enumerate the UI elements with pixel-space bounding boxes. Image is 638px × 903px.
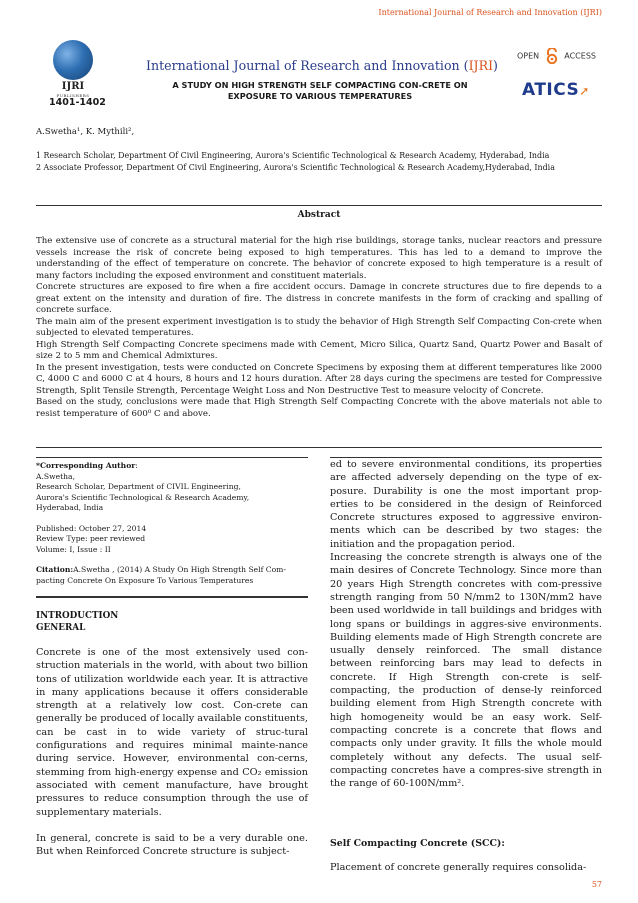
corresponding-line: Research Scholar, Department of CIVIL Engineering, <box>36 482 241 491</box>
open-access-logo <box>517 48 596 64</box>
atics-text: ATICS <box>522 80 580 100</box>
corresponding-author-box: *Corresponding Author: A.Swetha, Research Scholar, Department of CIVIL Engineering, Aurora's Scientific Technological & Research Academy, Hyderabad, India Published: October 27, 2014 Review Type: peer reviewed Volume: I, Issue : II <box>36 461 308 555</box>
right-column <box>330 457 602 875</box>
corresponding-label: *Corresponding Author <box>36 461 136 470</box>
abstract-paragraph: The extensive use of concrete as a structural material for the high rise buildings, storage tanks, nuclear reactors and pressure vessels increase the risk of concrete being exposed to high temperatures. This has led to a demand to improve the understanding of the effect of temperature on concrete. The behavior of concrete exposed to high temperature is a result of many factors including the exposed environment and constituent materials. <box>36 236 602 281</box>
affiliations <box>36 150 606 173</box>
intro-body <box>36 646 308 858</box>
body-paragraph: Concrete is one of the most extensively used con-struction materials in the world, with about two billion tons of utilization worldwide each year. It is attractive in many applications because it offers considerable strength at a relatively low cost. Con-crete can generally be produced of locally available constituents, can be cast in to wide variety of struc-tural configurations and requires minimal mainte-nance during service. However, environmental con-cerns, stemming from high-energy expense and CO₂ emission associated with cement manufacture, have brought pressures to reduce consumption through the use of supplementary materials. <box>36 647 308 818</box>
open-access-open: OPEN <box>517 51 540 61</box>
body-paragraph: Increasing the concrete strength is always one of the main desires of Concrete Technology. Since more than 20 years High Strength concretes with com-pressive strength ranging from 50 N/mm2 to 130N/mm2 have been used worldwide in tall buildings and bridges with long spans or buildings in aggres-sive environments. Building elements made of High Strength concrete are usually densely reinforced. The small distance between reinforcing bars may lead to defects in concrete. If High Strength con-crete is self-compacting, the production of dense-ly reinforced building element from High Strength concrete with high homogeneity would be an easy work. Self-compacting concrete is a concrete that flows and compacts only under gravity. It fills the whole mould completely without any defects. The usual self-compacting concretes have a compres-sive strength in the range of 60-100N/mm². <box>330 552 602 790</box>
citation-rule <box>36 596 308 598</box>
section-heading-introduction: INTRODUCTION <box>36 611 119 621</box>
body-paragraph: ed to severe environmental conditions, its properties are affected adversely depending on the type of ex-posure. Durability is one the most important prop-erties to be considered in the design of Reinforced Concrete structures exposed to aggressive environ-ments which can be described by two stages: the initiation and the propagation period. <box>330 459 602 550</box>
affiliation-2: 2 Associate Professor, Department Of Civil Engineering, Aurora's Scientific Technological & Research Academy,Hyderabad, India <box>36 162 555 172</box>
scc-body <box>330 861 602 874</box>
abstract-bottom-rule <box>36 447 602 448</box>
corresponding-line: Aurora's Scientific Technological & Research Academy, <box>36 492 250 502</box>
left-column <box>36 457 308 858</box>
right-body <box>330 458 602 790</box>
corresponding-line: A.Swetha, <box>36 471 75 481</box>
running-head: International Journal of Research and Innovation (IJRI) <box>378 8 602 17</box>
journal-abbr: IJRI <box>468 58 494 73</box>
journal-title-close: ) <box>493 58 498 73</box>
citation-text: A.Swetha , (2014) A Study On High Strength Self Com-pacting Concrete On Exposure To Various Temperatures <box>36 565 286 585</box>
logo-sub: PUBLISHERS <box>56 92 90 98</box>
volume-issue: Volume: I, Issue : II <box>36 544 111 554</box>
body-paragraph: Placement of concrete generally requires consolida- <box>330 862 587 874</box>
abstract-paragraph: The main aim of the present experiment investigation is to study the behavior of High Strength Self Compacting Con-crete when subjected to elevated temperatures. <box>36 316 602 338</box>
globe-icon <box>53 40 93 80</box>
published-date: Published: October 27, 2014 <box>36 523 147 533</box>
issn: 1401-1402 <box>49 97 106 108</box>
body-paragraph: In general, concrete is said to be a very durable one. But when Reinforced Concrete structure is subject- <box>36 832 308 858</box>
atics-arrow-icon: ➚ <box>579 84 590 98</box>
abstract-paragraph: Concrete structures are exposed to fire when a fire accident occurs. Damage in concrete structures due to fire depends to a great extent on the intensity and duration of fire. The distress in concrete manifests in the form of cracking and spalling of concrete surface. <box>36 282 602 315</box>
article-title: A STUDY ON HIGH STRENGTH SELF COMPACTING CON-CRETE ON EXPOSURE TO VARIOUS TEMPERATURES <box>172 80 468 101</box>
citation-label: Citation: <box>36 565 74 574</box>
left-column-rule <box>36 457 308 458</box>
abstract-top-rule <box>36 205 602 206</box>
corresponding-line: Hyderabad, India <box>36 503 104 512</box>
abstract-paragraph: High Strength Self Compacting Concrete specimens made with Cement, Micro Silica, Quartz Sand, Quartz Power and Basalt of size 2 to 5 mm and Chemical Admixtures. <box>36 339 602 361</box>
open-lock-icon <box>545 48 559 64</box>
section-subheading-general: GENERAL <box>36 623 86 633</box>
publisher-logo <box>40 40 106 98</box>
review-type: Review Type: peer reviewed <box>36 534 146 543</box>
journal-title <box>146 58 498 73</box>
abstract-heading: Abstract <box>297 210 341 220</box>
page-number: 57 <box>591 880 602 889</box>
affiliation-1: 1 Research Scholar, Department Of Civil Engineering, Aurora's Scientific Technological & Research Academy, Hyderabad, India <box>36 151 550 160</box>
section-heading-scc: Self Compacting Concrete (SCC): <box>330 838 505 850</box>
atics-logo <box>522 80 590 100</box>
open-access-access: ACCESS <box>564 51 596 61</box>
authors: A.Swetha¹, K. Mythili², <box>36 127 135 137</box>
abstract-paragraph: In the present investigation, tests were conducted on Concrete Specimens by exposing them at different temperatures like 2000 C, 4000 C and 6000 C at 4 hours, 8 hours and 12 hours duration. After 28 days curing the specimens are tested for Compressive Strength, Split Tensile Strength, Percentage Weight Loss and Non Destructive Test to measure velocity of Concrete. <box>36 362 602 396</box>
journal-title-main: International Journal of Research and Innovation ( <box>146 58 469 73</box>
abstract-body <box>36 236 602 420</box>
citation <box>36 565 308 586</box>
logo-name: IJRI <box>61 81 85 92</box>
abstract-paragraph: Based on the study, conclusions were made that High Strength Self Compacting Concrete with the above materials not able to resist temperature of 600⁰ C and above. <box>36 397 602 419</box>
